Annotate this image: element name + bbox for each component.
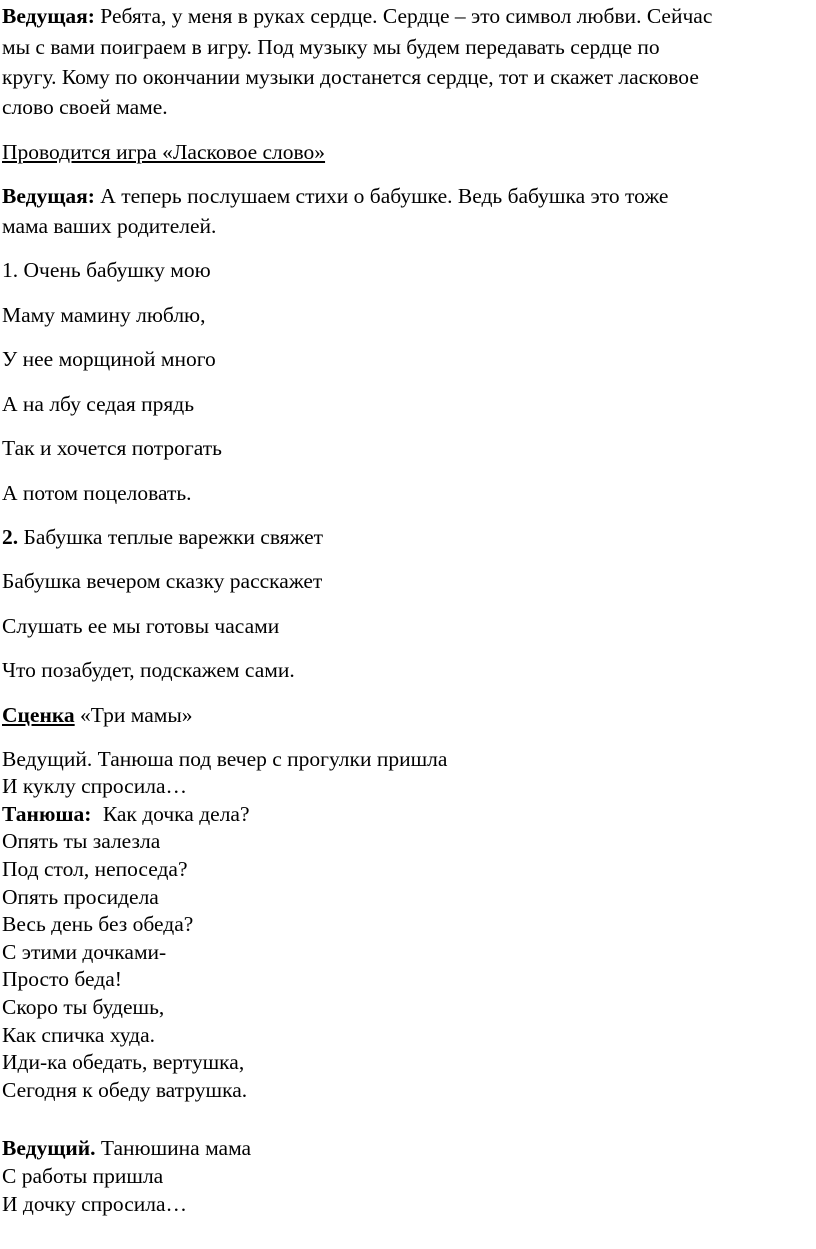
scene-line: Ведущий. Танюша под вечер с прогулки пришла bbox=[2, 747, 448, 771]
tanya-line: С этими дочками- bbox=[2, 940, 167, 964]
poem-number: 2. bbox=[2, 525, 19, 549]
paragraph-text: Ребята, у меня в руках сердце. Сердце – это символ любви. Сейчас bbox=[100, 4, 713, 28]
tanya-line: Весь день без обеда? bbox=[2, 912, 194, 936]
scene-label: Сценка bbox=[2, 703, 75, 727]
scene-title: «Три мамы» bbox=[80, 703, 193, 727]
host2-line: И дочку спросила… bbox=[2, 1192, 188, 1216]
intro-line-2: мы с вами поиграем в игру. Под музыку мы будем передавать сердце по bbox=[2, 35, 660, 59]
tanya-line: Просто беда! bbox=[2, 967, 122, 991]
poems-intro-line-1 bbox=[2, 182, 668, 210]
poem1-line: 1. Очень бабушку мою bbox=[2, 258, 211, 282]
poem2-line: Что позабудет, подскажем сами. bbox=[2, 658, 295, 682]
scene-line: И куклу спросила… bbox=[2, 774, 187, 798]
intro-line-4: слово своей маме. bbox=[2, 95, 168, 119]
poem1-line: А потом поцеловать. bbox=[2, 481, 192, 505]
intro-line-1 bbox=[2, 2, 712, 30]
poem2-line: Бабушка вечером сказку расскажет bbox=[2, 569, 323, 593]
tanya-line: Скоро ты будешь, bbox=[2, 995, 165, 1019]
speaker-label: Ведущий. bbox=[2, 1136, 96, 1160]
intro-line-3: кругу. Кому по окончании музыки достанется сердце, тот и скажет ласковое bbox=[2, 65, 699, 89]
game-note: Проводится игра «Ласковое слово» bbox=[2, 140, 326, 164]
tanya-line: Иди-ка обедать, вертушка, bbox=[2, 1050, 245, 1074]
poem1-line: У нее морщиной много bbox=[2, 347, 216, 371]
tanya-line: Опять ты залезла bbox=[2, 829, 161, 853]
poems-intro-line-2: мама ваших родителей. bbox=[2, 214, 217, 238]
tanya-line: Сегодня к обеду ватрушка. bbox=[2, 1078, 248, 1102]
tanya-line: Как спичка худа. bbox=[2, 1023, 156, 1047]
tanya-line: Опять просидела bbox=[2, 885, 159, 909]
poem2-line-1 bbox=[2, 523, 323, 551]
poem1-line: А на лбу седая прядь bbox=[2, 392, 194, 416]
dialogue-text: Танюшина мама bbox=[100, 1136, 252, 1160]
speaker-label: Танюша: bbox=[2, 802, 92, 826]
host2-line-1 bbox=[2, 1134, 251, 1162]
poem2-line: Слушать ее мы готовы часами bbox=[2, 614, 280, 638]
host2-line: С работы пришла bbox=[2, 1164, 164, 1188]
paragraph-text: А теперь послушаем стихи о бабушке. Ведь бабушка это тоже bbox=[100, 184, 669, 208]
speaker-label: Ведущая: bbox=[2, 184, 95, 208]
tanya-line-1 bbox=[2, 800, 250, 828]
speaker-label: Ведущая: bbox=[2, 4, 95, 28]
tanya-line: Под стол, непоседа? bbox=[2, 857, 188, 881]
poem1-line: Маму мамину люблю, bbox=[2, 303, 206, 327]
dialogue-text: Как дочка дела? bbox=[102, 802, 250, 826]
poem-text: Бабушка теплые варежки свяжет bbox=[23, 525, 324, 549]
scene-heading bbox=[2, 701, 193, 729]
poem1-line: Так и хочется потрогать bbox=[2, 436, 222, 460]
